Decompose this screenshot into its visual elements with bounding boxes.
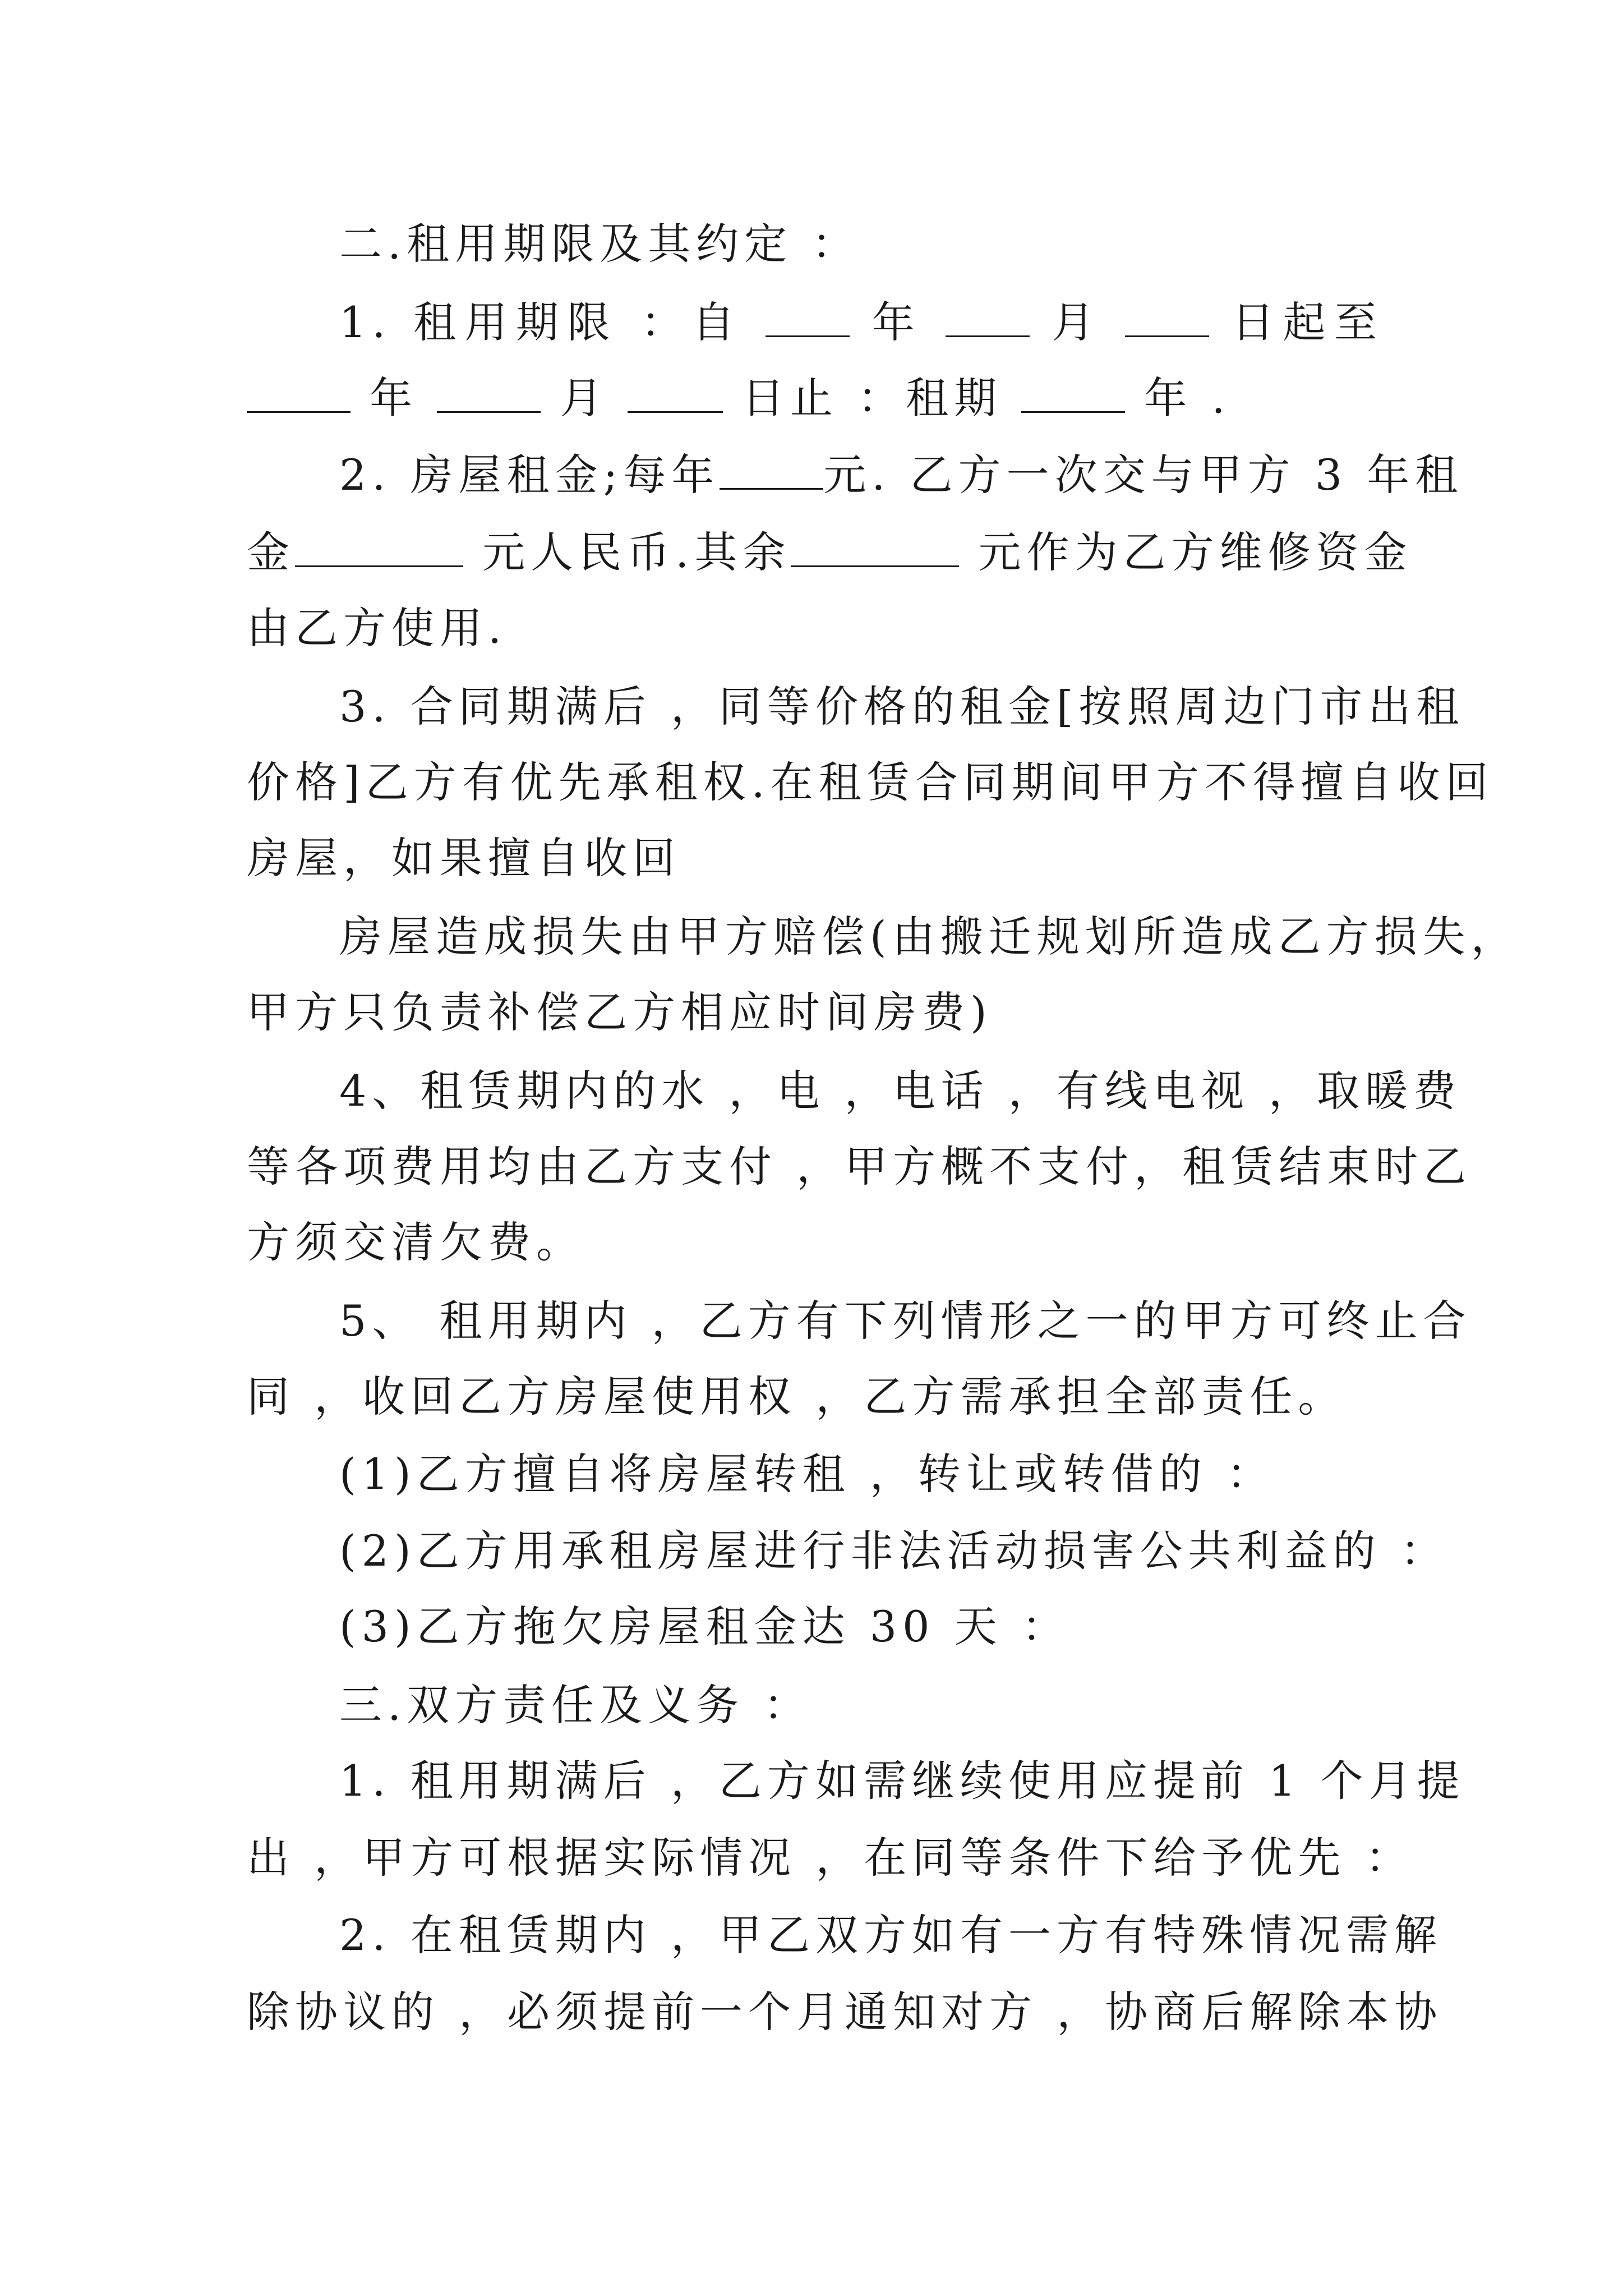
- clause-2-4-line-2: 等各项费用均由乙方支付 ，甲方概不支付，租赁结束时乙: [247, 1142, 1472, 1191]
- blank-field: [720, 449, 823, 490]
- text-span: 年: [872, 297, 924, 347]
- blank-field: [437, 372, 541, 413]
- clause-2-5-item-3: (3)乙方拖欠房屋租金达 30 天 ：: [339, 1602, 1070, 1651]
- text-span: 元. 乙方一次交与甲方 3 年租: [823, 450, 1464, 500]
- clause-2-3-line-4: 房屋造成损失由甲方赔偿(由搬迁规划所造成乙方损失，: [339, 912, 1519, 961]
- blank-field: [766, 296, 850, 337]
- text-span: 年 .: [1144, 373, 1231, 423]
- clause-2-4-line-3: 方须交清欠费。: [247, 1217, 584, 1267]
- text-span: 1. 租用期限 ：自: [339, 297, 744, 347]
- text-span: 元人民币.其余: [482, 527, 791, 577]
- clause-2-1-line-1: [339, 295, 1382, 351]
- section-2-heading: 二.租用期限及其约定 ：: [339, 219, 860, 269]
- clause-2-5-item-2: (2)乙方用承租房屋进行非法活动损害公共利益的 ：: [339, 1526, 1449, 1576]
- clause-3-1-line-2: 出 ，甲方可根据实际情况 ，在同等条件下给予优先 ：: [247, 1833, 1414, 1883]
- text-span: 元作为乙方维修资金: [978, 527, 1413, 577]
- clause-3-1-line-1: 1. 租用期满后 ，乙方如需继续使用应提前 1 个月提: [339, 1756, 1465, 1806]
- clause-2-3-line-2: 价格]乙方有优先承租权.在租赁合同期间甲方不得擅自收回: [247, 757, 1494, 807]
- text-span: 金: [247, 527, 295, 577]
- text-span: 日止 ：租期: [741, 373, 1003, 423]
- clause-2-3-line-5: 甲方只负责补偿乙方相应时间房费): [247, 987, 993, 1037]
- blank-field: [628, 372, 723, 413]
- clause-2-3-line-3: 房屋，如果擅自收回: [247, 833, 681, 883]
- text-span: 2. 房屋租金;每年: [339, 450, 720, 500]
- clause-2-4-line-1: 4、租赁期内的水 ，电 ，电话 ，有线电视 ，取暖费: [339, 1066, 1461, 1116]
- blank-field: [946, 296, 1030, 337]
- blank-field: [295, 526, 463, 567]
- clause-3-2-line-1: 2. 在租赁期内 ，甲乙双方如有一方有特殊情况需解: [339, 1910, 1442, 1960]
- clause-2-5-line-1: 5、 租用期内 ，乙方有下列情形之一的甲方可终止合: [339, 1296, 1472, 1346]
- blank-field: [1021, 372, 1125, 413]
- clause-2-2-line-3: 由乙方使用.: [247, 603, 508, 653]
- text-span: 月: [1052, 297, 1103, 347]
- blank-field: [247, 372, 351, 413]
- text-span: 月: [560, 373, 608, 423]
- clause-2-2-line-1: [339, 447, 1464, 503]
- section-3-heading: 三.双方责任及义务 ：: [339, 1680, 812, 1730]
- clause-2-2-line-2: [247, 524, 1413, 581]
- clause-2-3-line-1: 3. 合同期满后 ，同等价格的租金[按照周边门市出租: [339, 682, 1465, 731]
- text-span: 年: [370, 373, 418, 423]
- clause-2-5-line-2: 同 ，收回乙方房屋使用权 ，乙方需承担全部责任。: [247, 1372, 1347, 1421]
- clause-2-5-item-1: (1)乙方擅自将房屋转租 ，转让或转借的 ：: [339, 1449, 1275, 1499]
- blank-field: [791, 526, 959, 567]
- clause-3-2-line-2: 除协议的 ，必须提前一个月通知对方 ，协商后解除本协: [247, 1987, 1443, 2037]
- text-span: 日起至: [1232, 297, 1383, 347]
- blank-field: [1125, 296, 1209, 337]
- clause-2-1-line-2: [247, 370, 1380, 426]
